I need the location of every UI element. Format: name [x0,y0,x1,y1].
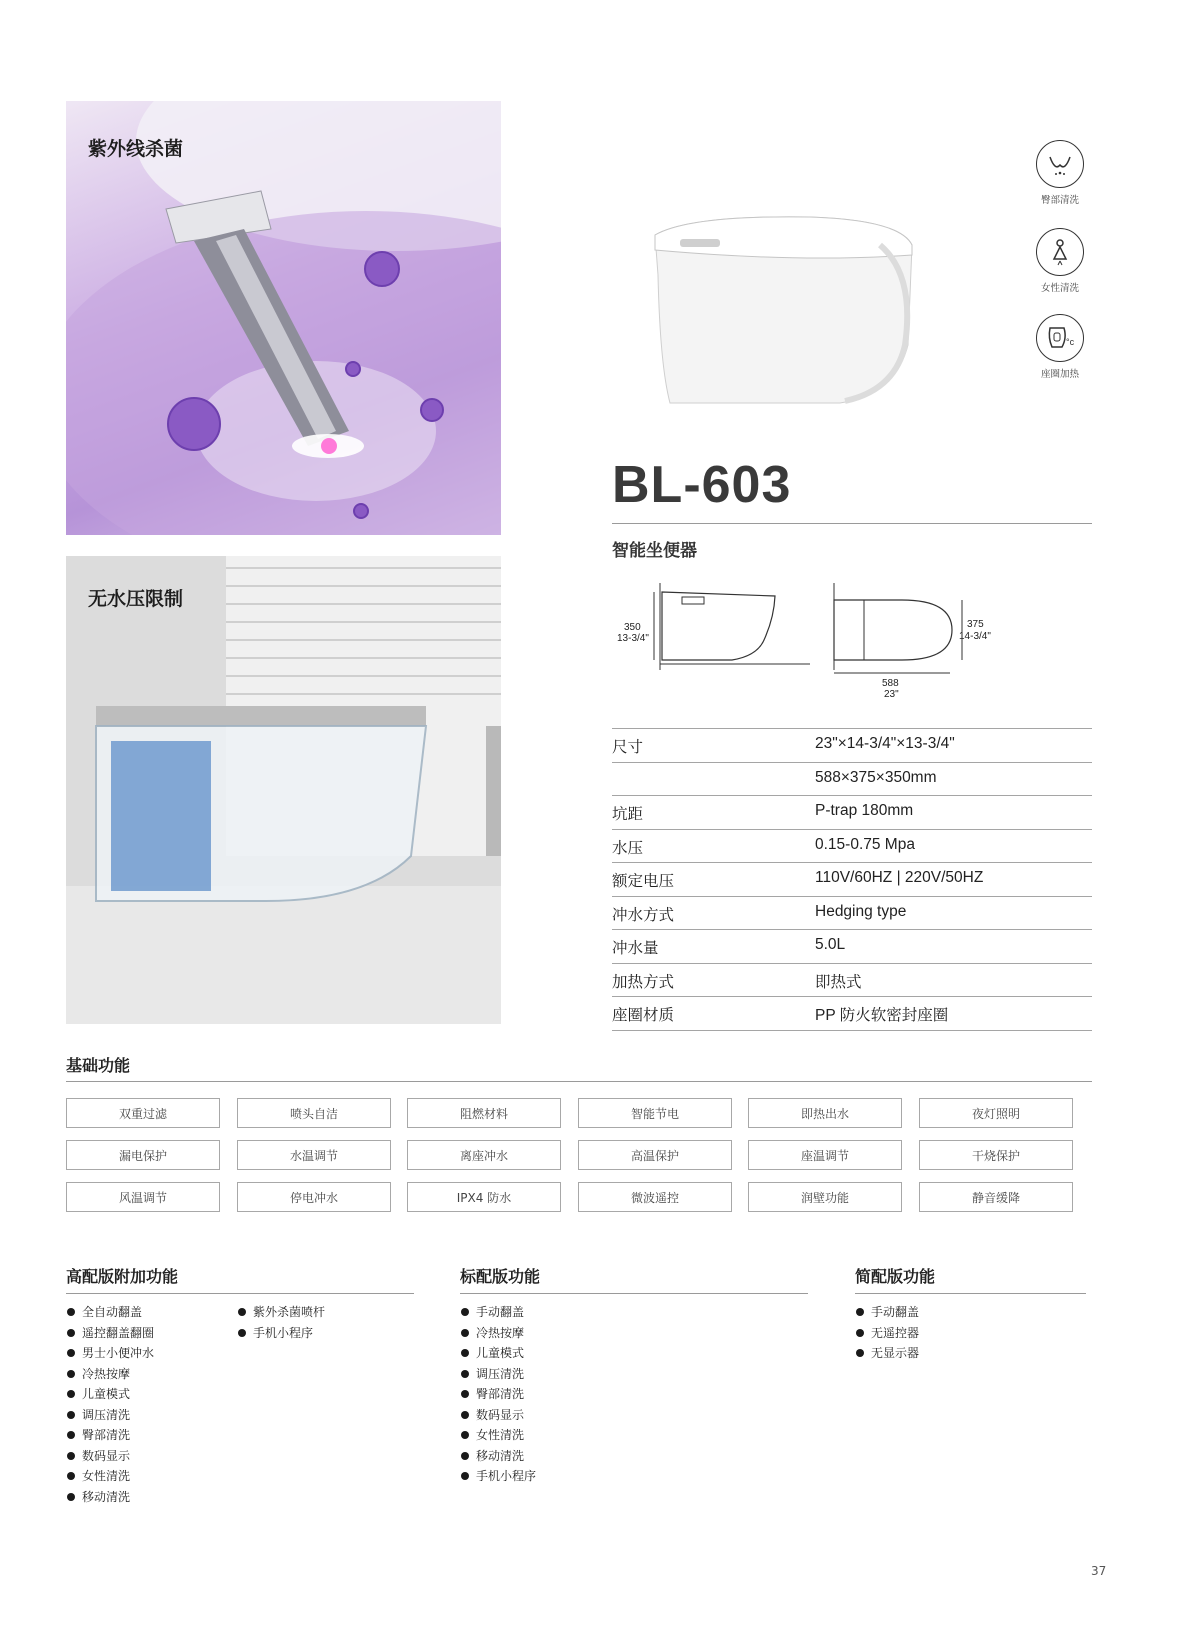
spec-row [612,997,1092,1031]
function-tag: 智能节电 [578,1098,732,1128]
list-item [66,1364,154,1385]
list-item [460,1384,536,1405]
no-water-pressure-photo [66,556,501,1024]
title-divider [612,523,1092,524]
function-tag: 双重过滤 [66,1098,220,1128]
list-item-text: 臀部清洗 [82,1428,131,1442]
feature-label: 臀部清洗 [1040,195,1079,206]
list-item [66,1323,154,1344]
list-item-text: 数码显示 [476,1407,525,1422]
list-item [66,1487,154,1508]
dimension-drawing [612,578,1032,698]
list-item [460,1425,536,1446]
list-item-text: 男士小便冲水 [82,1346,155,1360]
spec-value: 5.0L [815,936,846,953]
function-tag: 漏电保护 [66,1140,220,1170]
list-item-text: 手动翻盖 [871,1305,920,1319]
spec-value: Hedging type [815,902,907,920]
function-tag: 风温调节 [66,1182,220,1212]
function-tag: 停电冲水 [237,1182,391,1212]
spec-key: 尺寸 [612,738,644,756]
function-tag: 干烧保护 [919,1140,1073,1170]
feature-label: 座圈加热 [1040,369,1079,380]
spec-row [612,796,1092,830]
transparent-toilet-illustration [66,556,501,1024]
spec-row [612,830,1092,864]
standard-list [460,1302,536,1487]
list-item-text: 儿童模式 [476,1346,525,1360]
list-item-text: 女性清洗 [476,1428,525,1442]
spec-key: 额定电压 [612,872,675,890]
list-item [460,1446,536,1467]
basic-functions-title: 基础功能 [66,1056,131,1075]
width-in-label: 14-3/4" [959,631,991,642]
spec-value: 0.15-0.75 Mpa [815,835,915,853]
spec-key: 冲水量 [612,939,659,957]
feature-label: 女性清洗 [1040,283,1079,294]
list-item-text: 臀部清洗 [476,1387,525,1401]
list-item [66,1343,154,1364]
function-tag: IPX4 防水 [407,1182,561,1212]
depth-mm-label: 588 [882,678,899,689]
list-item-text: 儿童模式 [82,1387,131,1401]
spec-key: 水压 [612,838,644,857]
function-tag: 水温调节 [237,1140,391,1170]
list-item [460,1323,536,1344]
list-item-text: 移动清洗 [82,1489,131,1504]
seat-heating-icon [1036,314,1084,362]
spec-row [612,729,1092,763]
spec-row [612,763,1092,797]
function-tag: 座温调节 [748,1140,902,1170]
spec-value: 即热式 [815,973,862,991]
list-item [66,1384,154,1405]
list-item-text: 无显示器 [871,1346,920,1360]
standard-divider [460,1293,808,1294]
list-item-text: 调压清洗 [82,1407,131,1422]
list-item-text: 数码显示 [82,1448,131,1463]
spec-key: 座圈材质 [612,1006,675,1024]
function-tag: 即热出水 [748,1098,902,1128]
function-tag: 夜灯照明 [919,1098,1073,1128]
list-item-text: 冷热按摩 [82,1366,131,1381]
list-item [237,1302,325,1323]
premium-title: 高配版附加功能 [66,1267,179,1286]
uv-wand-illustration [66,101,501,535]
spec-key: 加热方式 [612,972,675,991]
spec-table [612,728,1092,1031]
no-water-pressure-label: 无水压限制 [88,588,184,610]
list-item-text: 手机小程序 [476,1469,537,1483]
list-item [237,1323,325,1344]
feature-hip-wash [1030,140,1090,206]
list-item [460,1405,536,1426]
female-wash-icon [1036,228,1084,276]
spec-key: 坑距 [612,805,644,823]
hip-wash-icon [1036,140,1084,188]
premium-list-col2 [237,1302,325,1343]
function-tag: 高温保护 [578,1140,732,1170]
page-number: 37 [1091,1564,1107,1578]
svg-text:°c: °c [1066,337,1075,347]
model-number: BL-603 [612,456,792,514]
product-photo [650,215,915,405]
list-item-text: 紫外杀菌喷杆 [253,1305,326,1319]
function-tag: 润壁功能 [748,1182,902,1212]
function-tag: 阻燃材料 [407,1098,561,1128]
list-item-text: 手动翻盖 [476,1305,525,1319]
spec-value: P-trap 180mm [815,802,914,819]
function-tag: 喷头自洁 [237,1098,391,1128]
spec-row [612,964,1092,998]
spec-value: 110V/60HZ | 220V/50HZ [815,869,984,886]
list-item [855,1323,919,1344]
list-item [66,1425,154,1446]
feature-female-wash [1030,228,1090,294]
function-tag: 静音缓降 [919,1182,1073,1212]
list-item [66,1466,154,1487]
premium-list-col1 [66,1302,154,1507]
premium-divider [66,1293,414,1294]
function-tag: 微波遥控 [578,1182,732,1212]
width-mm-label: 375 [967,619,984,630]
list-item-text: 遥控翻盖翻圈 [82,1325,155,1340]
list-item [66,1405,154,1426]
basic-version-divider [855,1293,1086,1294]
list-item [66,1446,154,1467]
list-item [460,1364,536,1385]
list-item [460,1343,536,1364]
list-item [855,1343,919,1364]
spec-row [612,897,1092,931]
spec-row [612,930,1092,964]
list-item-text: 手机小程序 [253,1325,314,1340]
height-mm-label: 350 [624,622,641,633]
basic-version-list [855,1302,919,1364]
uv-sterilization-photo [66,101,501,535]
basic-functions-divider [66,1081,1092,1082]
spec-row [612,863,1092,897]
list-item [460,1466,536,1487]
product-subtitle: 智能坐便器 [612,541,697,561]
basic-version-title: 简配版功能 [855,1267,936,1286]
spec-key: 冲水方式 [612,905,675,924]
list-item-text: 移动清洗 [476,1448,525,1463]
spec-value: 588×375×350mm [815,768,937,786]
list-item [460,1302,536,1323]
list-item-text: 冷热按摩 [476,1325,525,1340]
spec-value: 23"×14-3/4"×13-3/4" [815,735,955,752]
depth-in-label: 23" [884,689,899,698]
list-item [855,1302,919,1323]
list-item [66,1302,154,1323]
list-item-text: 女性清洗 [82,1469,131,1483]
list-item-text: 无遥控器 [871,1325,920,1340]
standard-title: 标配版功能 [460,1267,541,1286]
feature-seat-heating [1030,314,1090,380]
function-tag: 离座冲水 [407,1140,561,1170]
list-item-text: 全自动翻盖 [82,1305,143,1319]
uv-sterilization-label: 紫外线杀菌 [88,138,184,160]
spec-value: PP 防火软密封座圈 [815,1007,949,1024]
height-in-label: 13-3/4" [617,633,649,644]
list-item-text: 调压清洗 [476,1366,525,1381]
